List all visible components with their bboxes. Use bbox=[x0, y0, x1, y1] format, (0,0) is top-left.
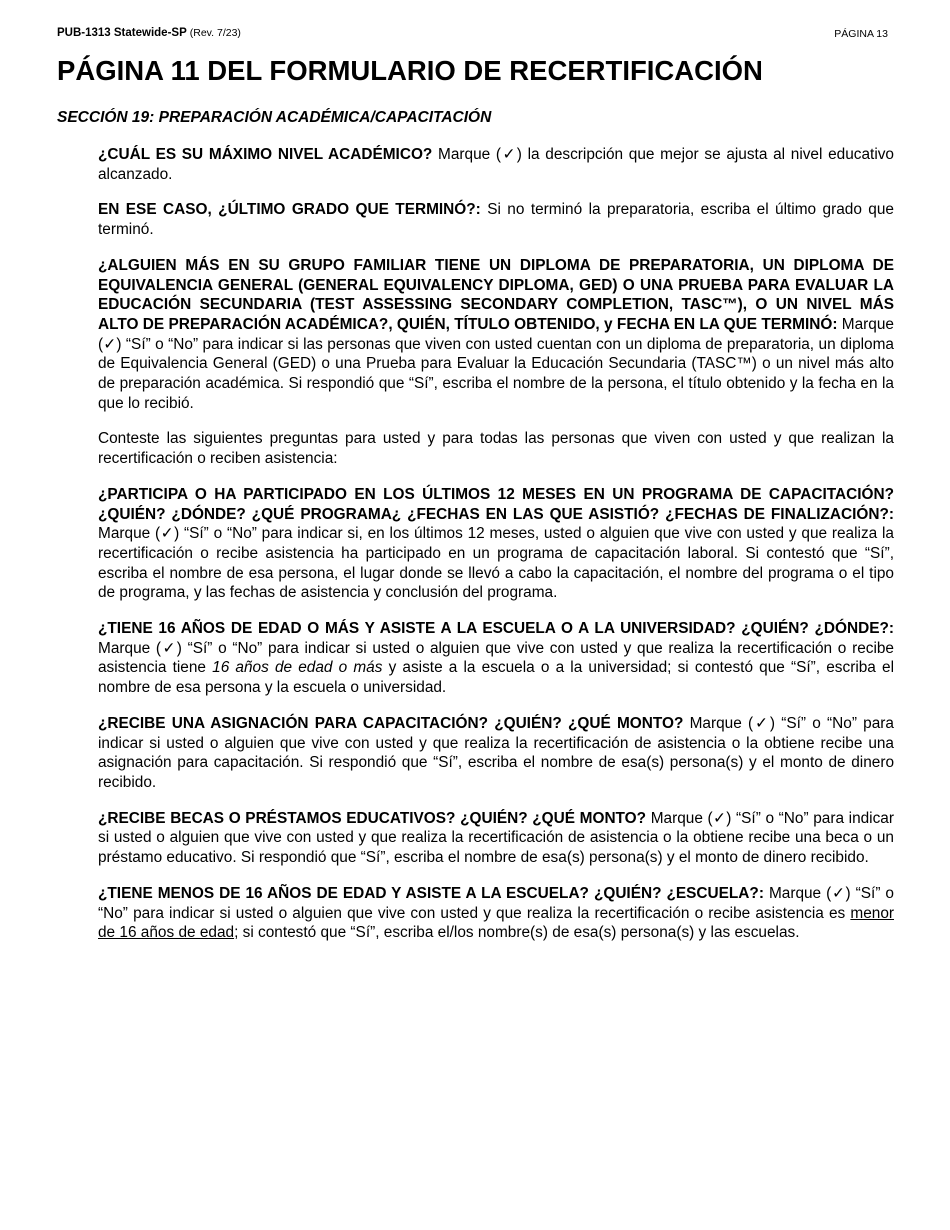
instruction-text: Marque (✓) “Sí” o “No” para indicar si, en los últimos 12 meses, usted o alguien que vive con usted y que realiza la recertificación o recibe asistencia ha participado en un programa de capacitación laboral. Si contestó que “Sí”, escriba el nombre de esa persona, el lugar donde se llevó a cabo la capacitación, el nombre del programa o el tipo de programa, y las fechas de asistencia y conclusión del programa. bbox=[98, 525, 894, 602]
instruction-training-allowance bbox=[98, 714, 894, 793]
form-id: PUB-1313 Statewide-SP bbox=[57, 27, 187, 39]
instruction-last-grade bbox=[98, 200, 894, 239]
instructions-body bbox=[98, 145, 894, 959]
instruction-text: Marque (✓) “Sí” o “No” para indicar si usted o alguien que vive con usted y que realiza la recertificación de asistencia o la obtiene recibe una beca o un préstamo educativo. Si respondió que “Sí”, escriba el nombre de esa(s) persona(s) y el monto de dinero recibido. bbox=[98, 809, 894, 867]
emphasis-text: 16 años de edad o más bbox=[212, 659, 383, 677]
question-heading: ¿RECIBE BECAS O PRÉSTAMOS EDUCATIVOS? ¿QUIÉN? ¿QUÉ MONTO? bbox=[98, 809, 647, 827]
instruction-intro-following bbox=[98, 429, 894, 468]
instruction-under-16-school bbox=[98, 884, 894, 943]
instruction-text: Marque (✓) “Sí” o “No” para indicar si las personas que viven con usted cuentan con un diploma de preparatoria, un diploma de Equivalencia General (GED) o una Prueba para Evaluar la Educación Secundaria (TASC™) o un nivel más alto de preparación académica. Si respondió que “Sí”, escriba el nombre de la persona, el título obtenido y la fecha en la que lo recibió. bbox=[98, 315, 894, 412]
question-heading: ¿CUÁL ES SU MÁXIMO NIVEL ACADÉMICO? bbox=[98, 146, 433, 163]
instruction-household-diploma bbox=[98, 256, 894, 414]
page-title: PÁGINA 11 DEL FORMULARIO DE RECERTIFICACIÓN bbox=[57, 55, 763, 86]
instruction-scholarships-loans bbox=[98, 809, 894, 868]
instruction-text: y asiste a la escuela o a la universidad; si contestó que “Sí”, escriba el nombre de esa persona y la escuela o universidad. bbox=[98, 659, 894, 697]
instruction-text: Conteste las siguientes preguntas para usted y para todas las personas que viven con usted y que realizan la recertificación o reciben asistencia: bbox=[98, 430, 894, 468]
form-revision: (Rev. 7/23) bbox=[189, 27, 241, 39]
question-heading: ¿TIENE MENOS DE 16 AÑOS DE EDAD Y ASISTE A LA ESCUELA? ¿QUIÉN? ¿ESCUELA?: bbox=[98, 884, 764, 902]
section-title: SECCIÓN 19: PREPARACIÓN ACADÉMICA/CAPACITACIÓN bbox=[57, 109, 492, 126]
question-heading: ¿TIENE 16 AÑOS DE EDAD O MÁS Y ASISTE A LA ESCUELA O A LA UNIVERSIDAD? ¿QUIÉN? ¿DÓNDE?: bbox=[98, 620, 894, 638]
instruction-text: Marque (✓) “Sí” o “No” para indicar si usted o alguien que vive con usted y que realiza la recertificación de asistencia o la obtiene recibe una asignación para capacitación. Si respondió que “Sí”, escriba el nombre de esa(s) persona(s) y el monto de dinero recibido. bbox=[98, 714, 894, 791]
form-identifier bbox=[57, 27, 241, 39]
instruction-text: ; si contestó que “Sí”, escriba el/los nombre(s) de esa(s) persona(s) y las escuelas. bbox=[234, 924, 800, 942]
question-heading: EN ESE CASO, ¿ÚLTIMO GRADO QUE TERMINÓ?: bbox=[98, 201, 481, 219]
question-heading: ¿ALGUIEN MÁS EN SU GRUPO FAMILIAR TIENE UN DIPLOMA DE PREPARATORIA, UN DIPLOMA DE EQUIVALENCIA GENERAL (GENERAL EQUIVALENCY DIPLOMA, GED) O UNA PRUEBA PARA EVALUAR LA EDUCACIÓN SECUNDARIA (TEST ASSESSING SECONDARY COMPLETION, TASC™), O UN NIVEL MÁS ALTO DE PREPARACIÓN ACADÉMICA?, QUIÉN, TÍTULO OBTENIDO, y FECHA EN LA QUE TERMINÓ: bbox=[98, 256, 894, 333]
instruction-text: Marque (✓) la descripción que mejor se ajusta al nivel educativo alcanzado. bbox=[98, 146, 894, 183]
instruction-text: Si no terminó la preparatoria, escriba el último grado que terminó. bbox=[98, 201, 894, 239]
instruction-text: Marque (✓) “Sí” o “No” para indicar si usted o alguien que vive con usted y que realiza la recertificación o recibe asistencia es bbox=[98, 884, 894, 922]
instruction-text: Marque (✓) “Sí” o “No” para indicar si usted o alguien que vive con usted y que realiza la recertificación o recibe asistencia tiene bbox=[98, 639, 894, 677]
instruction-max-education bbox=[98, 145, 894, 184]
page-number: PÁGINA 13 bbox=[834, 28, 888, 40]
instruction-training-program bbox=[98, 485, 894, 603]
question-heading: ¿RECIBE UNA ASIGNACIÓN PARA CAPACITACIÓN? ¿QUIÉN? ¿QUÉ MONTO? bbox=[98, 714, 684, 732]
instruction-16-or-older-school bbox=[98, 619, 894, 698]
underlined-text: menor de 16 años de edad bbox=[98, 904, 894, 942]
question-heading: ¿PARTICIPA O HA PARTICIPADO EN LOS ÚLTIMOS 12 MESES EN UN PROGRAMA DE CAPACITACIÓN? ¿QUIÉN? ¿DÓNDE? ¿QUÉ PROGRAMA¿ ¿FECHAS EN LAS QUE ASISTIÓ? ¿FECHAS DE FINALIZACIÓN?: bbox=[98, 485, 894, 523]
